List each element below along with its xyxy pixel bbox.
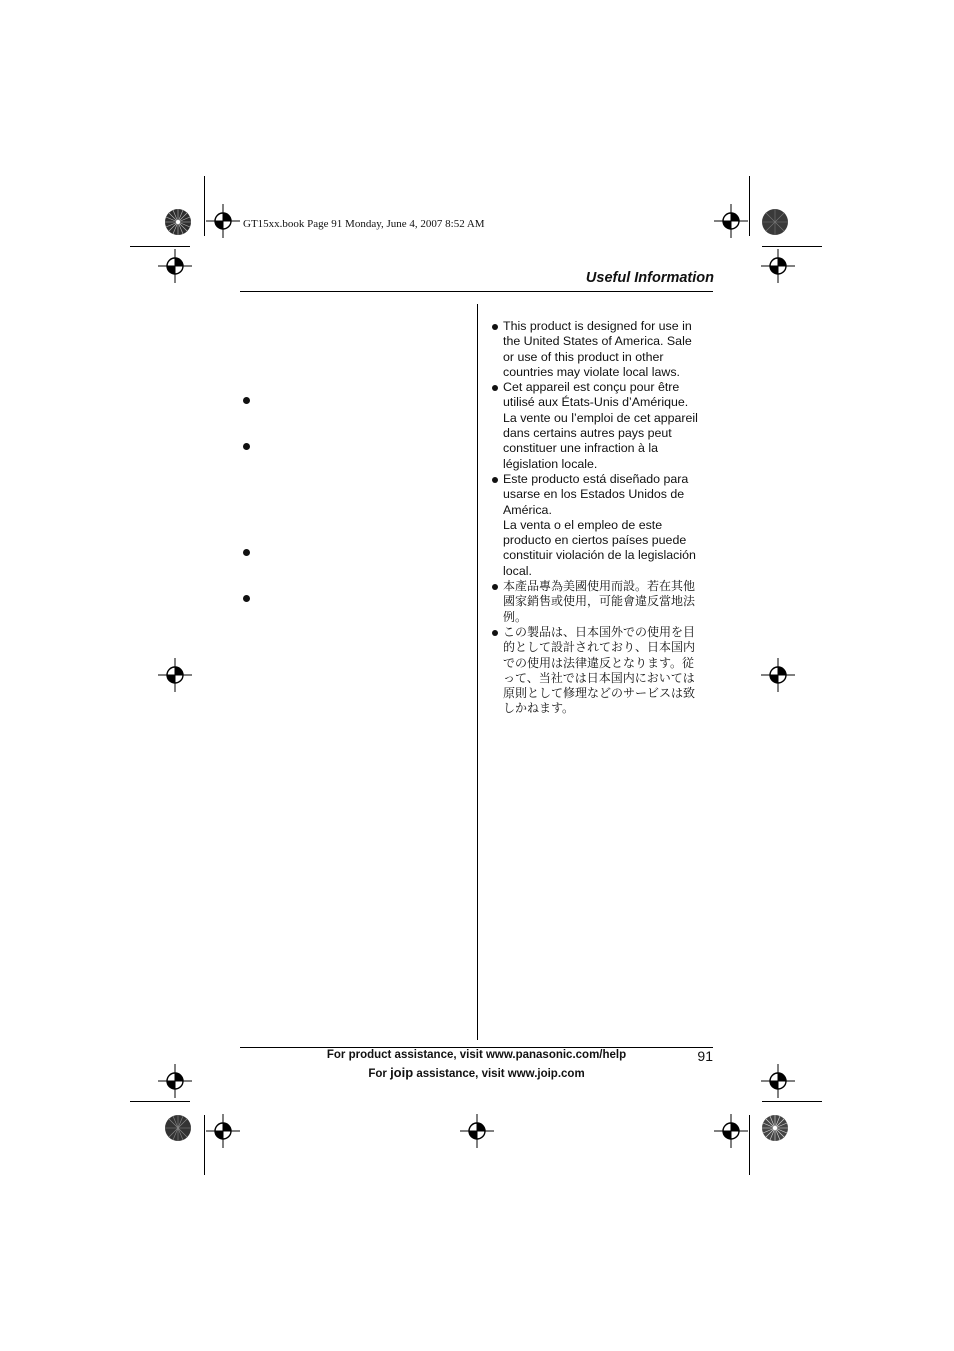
crop-mark xyxy=(130,1101,190,1102)
registration-mark-icon xyxy=(158,249,192,283)
crop-mark xyxy=(204,1115,205,1175)
column-divider xyxy=(477,304,478,1040)
footer-prefix: For xyxy=(368,1068,391,1080)
notice-japanese xyxy=(490,625,715,717)
footer-rule xyxy=(240,1047,713,1048)
notice-spanish xyxy=(490,472,715,579)
registration-mark-icon xyxy=(761,658,795,692)
color-target-icon xyxy=(761,1114,789,1142)
notice-chinese xyxy=(490,579,715,625)
bullet-icon xyxy=(492,385,498,391)
notice-text: Este producto está diseñado para usarse en los Estados Unidos de América. La venta o el empleo de este producto en ciertos países puede constituir violación de la legislación local. xyxy=(503,471,696,578)
registration-mark-icon xyxy=(158,1064,192,1098)
usage-notices xyxy=(490,319,715,717)
registration-mark-icon xyxy=(761,249,795,283)
registration-mark-icon xyxy=(714,204,748,238)
color-target-icon xyxy=(164,1114,192,1142)
notice-text: 本產品專為美國使用而設。若在其他 國家銷售或使用，可能會違反當地法 例。 xyxy=(503,579,696,624)
registration-mark-icon xyxy=(206,204,240,238)
crop-mark xyxy=(749,1115,750,1175)
crop-mark xyxy=(762,1101,822,1102)
registration-mark-icon xyxy=(714,1114,748,1148)
header-rule xyxy=(240,291,713,292)
registration-mark-icon xyxy=(761,1064,795,1098)
joip-logo: joip xyxy=(390,1065,414,1080)
notice-french xyxy=(490,380,715,472)
crop-mark xyxy=(204,176,205,236)
footer-joip-line xyxy=(240,1065,713,1080)
bullet-icon xyxy=(492,584,498,590)
registration-mark-icon xyxy=(206,1114,240,1148)
notice-english xyxy=(490,319,715,380)
notice-text: This product is designed for use in the United States of America. Sale or use of this product in other countries may violate local laws. xyxy=(503,319,692,379)
color-target-icon xyxy=(761,208,789,236)
notice-text: この製品は、日本国外での使用を目 的として設計されており、日本国内 での使用は法律違反となります。従 って、当社では日本国内においては 原則として修理などのサービスは致 しかねます。 xyxy=(503,624,696,716)
bullet-marker xyxy=(243,443,250,450)
bullet-marker xyxy=(243,397,250,404)
color-target-icon xyxy=(164,208,192,236)
bullet-icon xyxy=(492,630,498,636)
crop-mark xyxy=(130,246,190,247)
print-slug: GT15xx.book Page 91 Monday, June 4, 2007 8:52 AM xyxy=(243,218,485,230)
footer-suffix: assistance, visit www.joip.com xyxy=(413,1068,585,1080)
page-number: 91 xyxy=(697,1048,713,1064)
bullet-marker xyxy=(243,549,250,556)
crop-mark xyxy=(762,246,822,247)
bullet-icon xyxy=(492,324,498,330)
bullet-marker xyxy=(243,595,250,602)
registration-mark-icon xyxy=(158,658,192,692)
crop-mark xyxy=(749,176,750,236)
registration-mark-icon xyxy=(460,1114,494,1148)
footer-help-line: For product assistance, visit www.panasonic.com/help xyxy=(326,1049,627,1061)
section-title: Useful Information xyxy=(585,270,714,286)
notice-text: Cet appareil est conçu pour être utilisé aux États-Unis d’Amérique. La vente ou l’emploi de cet appareil dans certains autres pays peut constituer une infraction à la législation locale. xyxy=(503,380,698,471)
bullet-icon xyxy=(492,477,498,483)
